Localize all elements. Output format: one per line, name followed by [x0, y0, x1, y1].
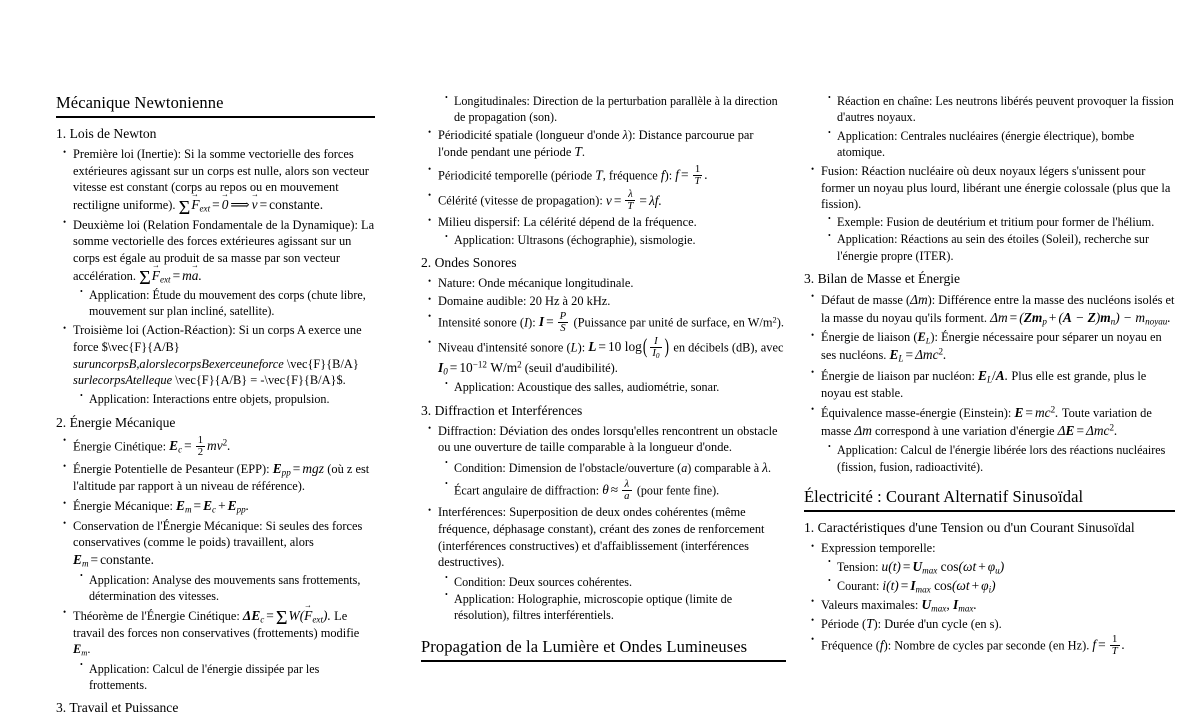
list-item: • Courant: $i(t) = I_{max}$ $\cos(\omega t + \varphi_i)$ — [826, 577, 1175, 595]
list-item — [62, 460, 375, 495]
list-item: • Diffraction: Déviation des ondes lorsqu'elles rencontrent un obstacle ou une ouverture de taille comparable à la longueur d'onde. — [427, 423, 786, 456]
subsection-number: 2. — [421, 255, 432, 271]
heading-rule — [56, 116, 375, 118]
formula-defaut-de-masse: $\Delta m = (Zm_p + (A - Z)m_n) - m_{noyau}$. — [990, 309, 1171, 327]
list-item: • Interférences: Superposition de deux ondes cohérentes (même fréquence, déphasage constant), créant des zones de renforcement (interférences constructives) et d'affaiblissement (interférences destructives). — [427, 504, 786, 571]
list-item: • Longitudinales: Direction de la perturbation parallèle à la direction de propagation (son). — [443, 93, 786, 126]
formula-energie-liaison: $E_L = \Delta mc^2$. — [889, 346, 947, 364]
formula-courant: $i(t) = I_{max}$ $\cos(\omega t + \varphi_i)$ — [882, 577, 996, 595]
formula-equivalence-masse-energie: $E = mc^2$. — [1014, 404, 1062, 420]
formula-deuxieme-loi: $\Sigma F \to_{ext}$ = ma →. — [139, 268, 202, 283]
item-text: Première loi (Inertie): Si la somme vectorielle des forces extérieures agissant sur un corps est nulle, alors son vecteur vitesse est constant (corps au repos ou en mouvement rectiligne uniforme). — [73, 147, 369, 213]
item-text-after: Le travail des forces non conservatives (frottements) modifie $E_m$. — [73, 608, 360, 658]
formula-periodicite-temporelle: f = $\frac{1}{T}$ . — [675, 162, 708, 187]
list-bilan-masse-energie — [804, 291, 1175, 475]
subsection-ondes-sonores — [421, 255, 786, 272]
formula-energie-cinetique: $E_c$ = $\frac{1}{2}$ $mv^2$. — [169, 433, 231, 458]
item-text: Théorème de l'Énergie Cinétique: — [73, 608, 240, 623]
subsection-number: 3. — [56, 700, 67, 716]
list-nucleaire-continued — [804, 93, 1175, 264]
list-ondes-sonores — [421, 275, 786, 395]
item-text: Énergie Mécanique: — [73, 499, 173, 514]
column-2 — [397, 93, 794, 670]
list-item: • Application: Calcul de l'énergie libérée lors des réactions nucléaires (fission, fusion, radioactivité). — [826, 442, 1175, 475]
item-text: Troisième loi (Action-Réaction): Si un corps A exerce une force — [73, 323, 362, 354]
list-item: • Expression temporelle: — [810, 540, 1175, 557]
list-item: • Condition: Deux sources cohérentes. — [443, 574, 786, 590]
formula-epp: $E_{pp}$ = mgz — [272, 461, 324, 478]
formula-energie-mecanique: $E_m = E_c + E_{pp}$. — [176, 498, 250, 515]
list-item: • Milieu dispersif: La célérité dépend de la fréquence. — [427, 214, 786, 231]
broken-latex-fragment-1: $\vec{F}{A/B} — [101, 339, 180, 354]
list-item: • Écart angulaire de diffraction: θ ≈ $\frac{\lambda}{a}$ (pour fente fine). — [443, 479, 786, 502]
formula-frequence: f = $\frac{1}{T}$ . — [1092, 632, 1125, 657]
list-item: • Énergie de liaison $(E_L)$: Énergie nécessaire pour séparer un noyau en ses nucléons. $E_L = \Delta mc^2$. — [810, 329, 1175, 364]
subsection-title: Énergie Mécanique — [69, 414, 176, 430]
formula-intensite-sonore: I = $\frac{P}{S}$ — [538, 309, 567, 334]
list-item: • Application: Holographie, microscopie optique (limite de résolution), filtres interférentiels. — [443, 591, 786, 624]
list-item: • Défaut de masse (Δm): Différence entre la masse des nucléons isolés et la masse du noyau qu'ils forment. $\Delta m = (Zm_p + (A - Z)m_n) - m_{noyau}$. — [810, 291, 1175, 327]
list-item — [62, 217, 375, 290]
formula-niveau-intensite: L = 10 log( $\frac{I}{I_0}$ ) — [588, 335, 669, 360]
list-item — [62, 497, 375, 515]
list-item: • Fusion: Réaction nucléaire où deux noyaux légers s'unissent pour former un noyau plus lourd, libérant une énergie colossale (plus que la fission). — [810, 163, 1175, 213]
broken-latex-fragment-3: \vec{F}{A/B} = -\vec{F}{B/A}$. — [175, 373, 346, 388]
column-3 — [794, 93, 1191, 659]
list-item: • Période (T): Durée d'un cycle (en s). — [810, 615, 1175, 633]
broken-math-italic-1: suruncorpsB,alorslecorpsBexerceuneforce — [73, 356, 284, 371]
item-text: Énergie Cinétique: — [73, 439, 167, 454]
list-item — [62, 518, 375, 569]
list-caracteristiques — [804, 540, 1175, 657]
list-item: • Application: Étude du mouvement des corps (chute libre, mouvement sur plan incliné, satellite). — [78, 287, 375, 320]
broken-latex-fragment-2: \vec{F}{B/A} — [286, 356, 359, 371]
subsection-caracteristiques-tension — [804, 520, 1175, 537]
list-item: • Application: Analyse des mouvements sans frottements, détermination des vitesses. — [78, 572, 375, 605]
list-item: • Fréquence (f): Nombre de cycles par seconde (en Hz). f = $\frac{1}{T}$ . — [810, 634, 1175, 657]
subsection-travail-et-puissance — [56, 700, 375, 717]
formula-delta-e: ΔE = Δmc$^2$. — [1057, 422, 1118, 438]
item-text: Énergie Potentielle de Pesanteur (EPP): — [73, 462, 270, 477]
subsection-title: Caractéristiques d'une Tension ou d'un Courant Sinusoïdal — [817, 520, 1135, 536]
subsection-title: Bilan de Masse et Énergie — [817, 270, 961, 286]
formula-valeurs-maximales: $U_{max}$, $I_{max}$. — [921, 596, 977, 614]
subsection-number: 1. — [56, 126, 67, 142]
formula-premiere-loi: $\Sigma F \to_{ext} = 0$ → ⟹ v → = constante. — [179, 197, 323, 212]
list-item: • Intensité sonore (I): I = $\frac{P}{S}$ (Puissance par unité de surface, en $W/m^2$). — [427, 311, 786, 334]
list-item — [62, 435, 375, 458]
list-item: • Tension: $u(t) = U_{max}$ $\cos(\omega t + \varphi_u)$ — [826, 558, 1175, 576]
list-item: • Célérité (vitesse de propagation): v = $\frac{\lambda}{T}$ = λf. — [427, 189, 786, 212]
list-item: • Application: Centrales nucléaires (énergie électrique), bombe atomique. — [826, 128, 1175, 161]
list-item: • Application: Calcul de l'énergie dissipée par les frottements. — [78, 661, 375, 694]
list-item: • Périodicité temporelle (période T, fréquence f): f = $\frac{1}{T}$ . — [427, 164, 786, 187]
section-heading-electricite: Électricité : Courant Alternatif Sinusoïdal — [804, 486, 1084, 506]
formula-theoreme-energie-cinetique: $\Delta E_c =\Sigma W(F \to_{ext})$. — [243, 608, 334, 623]
list-item: • Domaine audible: 20 Hz à 20 kHz. — [427, 293, 786, 310]
heading-rule — [421, 660, 786, 662]
formula-energie-liaison-par-nucleon: $E_L/A$. — [978, 367, 1012, 385]
list-item: • Condition: Dimension de l'obstacle/ouverture (a) comparable à λ. — [443, 459, 786, 477]
list-item — [62, 146, 375, 219]
subsection-title: Ondes Sonores — [434, 255, 517, 271]
subsection-number: 3. — [421, 402, 432, 418]
broken-math-italic-2: surlecorpsAtelleque — [73, 373, 173, 388]
subsection-number: 2. — [56, 414, 67, 430]
list-item: • Exemple: Fusion de deutérium et tritium pour former de l'hélium. — [826, 214, 1175, 230]
list-diffraction — [421, 423, 786, 624]
list-ondes-continued — [421, 93, 786, 248]
list-item: • Périodicité spatiale (longueur d'onde λ): Distance parcourue par l'onde pendant une période T. — [427, 127, 786, 162]
list-item: • Valeurs maximales: $U_{max}$, $I_{max}$. — [810, 596, 1175, 614]
list-item: • Application: Interactions entre objets, propulsion. — [78, 391, 375, 407]
subsection-bilan-masse-energie — [804, 271, 1175, 288]
list-item — [62, 607, 375, 658]
formula-tension: $u(t) = U_{max}$ $\cos(\omega t + \varphi_u)$ — [881, 558, 1005, 576]
list-item — [62, 322, 375, 389]
list-item: • Énergie de liaison par nucléon: $E_L/A$. Plus elle est grande, plus le noyau est stable. — [810, 367, 1175, 402]
subsection-diffraction-interferences — [421, 403, 786, 420]
subsection-title: Diffraction et Interférences — [434, 402, 583, 418]
section-heading-propagation-lumiere: Propagation de la Lumière et Ondes Lumineuses — [421, 637, 748, 657]
list-item: • Niveau d'intensité sonore (L): L = 10 log( $\frac{I}{I_0}$ ) en décibels (dB), avec $I_0 = 10^{-12}$ $W/m^2$ (seuil d'audibilité). — [427, 336, 786, 377]
heading-rule — [804, 510, 1175, 512]
subsection-number: 1. — [804, 520, 815, 536]
item-text: Deuxième loi (Relation Fondamentale de la Dynamique): La somme vectorielle des forces extérieures agissant sur un corps est égale au produit de sa masse par son vecteur accélération. — [73, 217, 375, 283]
list-item: • Application: Acoustique des salles, audiométrie, sonar. — [443, 379, 786, 395]
list-lois-de-newton — [56, 146, 375, 408]
list-item: • Application: Ultrasons (échographie), sismologie. — [443, 232, 786, 248]
subsection-number: 3. — [804, 270, 815, 286]
item-text-after: (où z est l'altitude par rapport à un niveau de référence). — [73, 462, 370, 494]
list-item: • Application: Réactions au sein des étoiles (Soleil), recherche sur l'énergie propre (ITER). — [826, 231, 1175, 264]
subsection-energie-mecanique — [56, 415, 375, 432]
subsection-lois-de-newton — [56, 126, 375, 143]
list-item: • Nature: Onde mécanique longitudinale. — [427, 275, 786, 292]
list-item: • Équivalence masse-énergie (Einstein): $E = mc^2$. Toute variation de masse Δm correspond à une variation d'énergie ΔE = Δmc$^2$. — [810, 404, 1175, 440]
subsection-title: Lois de Newton — [69, 126, 157, 142]
formula-conservation: $E_m$ = constante. — [73, 552, 155, 569]
subsection-title: Travail et Puissance — [69, 700, 179, 716]
list-item: • Réaction en chaîne: Les neutrons libérés peuvent provoquer la fission d'autres noyaux. — [826, 93, 1175, 126]
formula-celerite: v = $\frac{\lambda}{T}$ = λf. — [605, 188, 662, 212]
section-heading-mecanique-newtonienne: Mécanique Newtonienne — [56, 93, 224, 112]
list-energie-mecanique — [56, 435, 375, 693]
formula-ecart-angulaire: θ ≈ $\frac{\lambda}{a}$ — [602, 478, 630, 502]
item-text: Conservation de l'Énergie Mécanique: Si seules des forces conservatives (comme le poids) travaillent, alors — [73, 518, 363, 550]
